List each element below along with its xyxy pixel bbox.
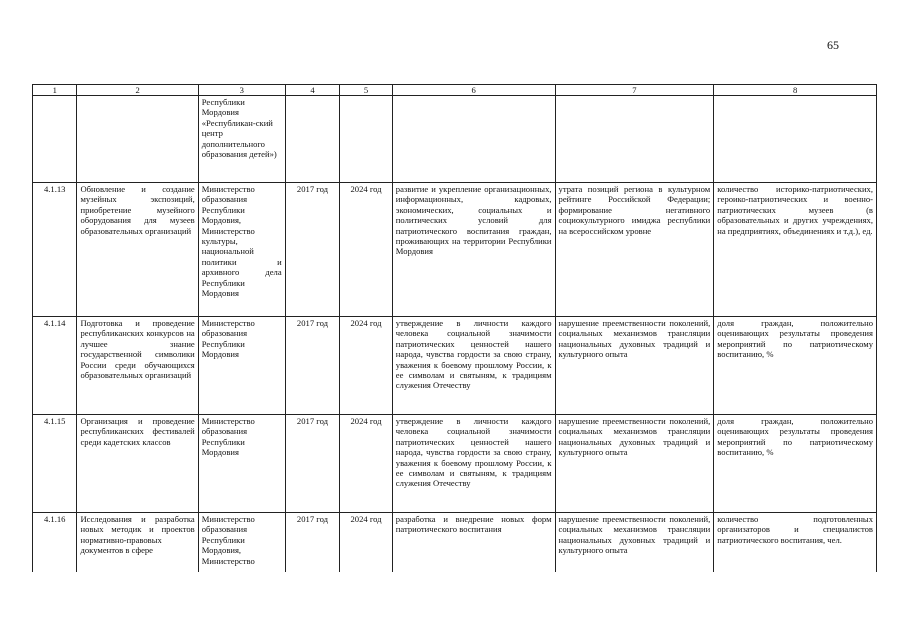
end-cell: [340, 96, 393, 183]
activity-cell: Организация и проведение республиканских фестивалей среди кадетских классов: [77, 415, 198, 513]
page-number: 65: [827, 38, 839, 52]
activity-cell: Исследования и разработка новых методик и проектов нормативно-правовых документов в сфере: [77, 513, 198, 573]
start-cell: 2017 год: [285, 317, 340, 415]
risk-cell: нарушение преемственности поколений, социальных механизмов трансляции национальных духовных традиций и культурного опыта: [555, 415, 714, 513]
table-row: [33, 415, 877, 513]
start-cell: 2017 год: [285, 415, 340, 513]
start-cell: [285, 96, 340, 183]
result-cell: утверждение в личности каждого человека социальной значимости патриотических ценностей нашего народа, чувства гордости за свою страну, уважения к боевому прошлому России, к ее символам и святыням, к традициям служения Отечеству: [392, 415, 555, 513]
executor-cell: Министерство образования Республики Мордовия, Министерство: [198, 513, 285, 573]
indicator-cell: количество историко-патриотических, героико-патриотических и военно-патриотических музеев (в образовательных и других учреждениях, на предприятиях, объединениях и т.д.), ед.: [714, 183, 877, 317]
executor-cell: Министерство образования Республики Мордовия, Министерство культуры, национальной политики и архивного дела Республики Мордовия: [198, 183, 285, 317]
table-row: [33, 183, 877, 317]
row-id: 4.1.16: [33, 513, 77, 573]
column-header-2: 2: [77, 85, 198, 96]
executor-cell: Республики Мордовия «Республикан-ский центр дополнительного образования детей»): [198, 96, 285, 183]
row-id: [33, 96, 77, 183]
column-header-4: 4: [285, 85, 340, 96]
end-cell: 2024 год: [340, 317, 393, 415]
executor-cell: Министерство образования Республики Мордовия: [198, 317, 285, 415]
indicator-cell: [714, 96, 877, 183]
indicator-cell: количество подготовленных организаторов и специалистов патриотического воспитания, чел.: [714, 513, 877, 573]
risk-cell: нарушение преемственности поколений, социальных механизмов трансляции национальных духовных традиций и культурного опыта: [555, 317, 714, 415]
indicator-cell: доля граждан, положительно оценивающих результаты проведения мероприятий по патриотическому воспитанию, %: [714, 317, 877, 415]
activity-cell: [77, 96, 198, 183]
table-row: [33, 513, 877, 573]
column-header-1: 1: [33, 85, 77, 96]
row-id: 4.1.14: [33, 317, 77, 415]
activities-table: [32, 84, 877, 572]
column-header-8: 8: [714, 85, 877, 96]
column-header-3: 3: [198, 85, 285, 96]
activity-cell: Обновление и создание музейных экспозиций, приобретение музейного оборудования для музеев образовательных организаций: [77, 183, 198, 317]
risk-cell: [555, 96, 714, 183]
result-cell: [392, 96, 555, 183]
activity-cell: Подготовка и проведение республиканских конкурсов на лучшее знание государственной символики России среди обучающихся образовательных организаций: [77, 317, 198, 415]
column-numbers-row: [33, 85, 877, 96]
table-row: [33, 96, 877, 183]
risk-cell: утрата позиций региона в культурном рейтинге Российской Федерации; формирование негативного социокультурного имиджа республики на всероссийском уровне: [555, 183, 714, 317]
table-row: [33, 317, 877, 415]
executor-cell: Министерство образования Республики Мордовия: [198, 415, 285, 513]
risk-cell: нарушение преемственности поколений, социальных механизмов трансляции национальных духовных традиций и культурного опыта: [555, 513, 714, 573]
row-id: 4.1.15: [33, 415, 77, 513]
result-cell: утверждение в личности каждого человека социальной значимости патриотических ценностей нашего народа, чувства гордости за свою страну, уважения к боевому прошлому России, к ее символам и святыням, к традициям служения Отечеству: [392, 317, 555, 415]
indicator-cell: доля граждан, положительно оценивающих результаты проведения мероприятий по патриотическому воспитанию, %: [714, 415, 877, 513]
start-cell: 2017 год: [285, 513, 340, 573]
column-header-6: 6: [392, 85, 555, 96]
result-cell: разработка и внедрение новых форм патриотического воспитания: [392, 513, 555, 573]
column-header-5: 5: [340, 85, 393, 96]
end-cell: 2024 год: [340, 415, 393, 513]
end-cell: 2024 год: [340, 183, 393, 317]
column-header-7: 7: [555, 85, 714, 96]
row-id: 4.1.13: [33, 183, 77, 317]
end-cell: 2024 год: [340, 513, 393, 573]
result-cell: развитие и укрепление организационных, информационных, кадровых, экономических, социальных и политических условий для патриотического воспитания граждан, проживающих на территории Республики Мордовия: [392, 183, 555, 317]
start-cell: 2017 год: [285, 183, 340, 317]
